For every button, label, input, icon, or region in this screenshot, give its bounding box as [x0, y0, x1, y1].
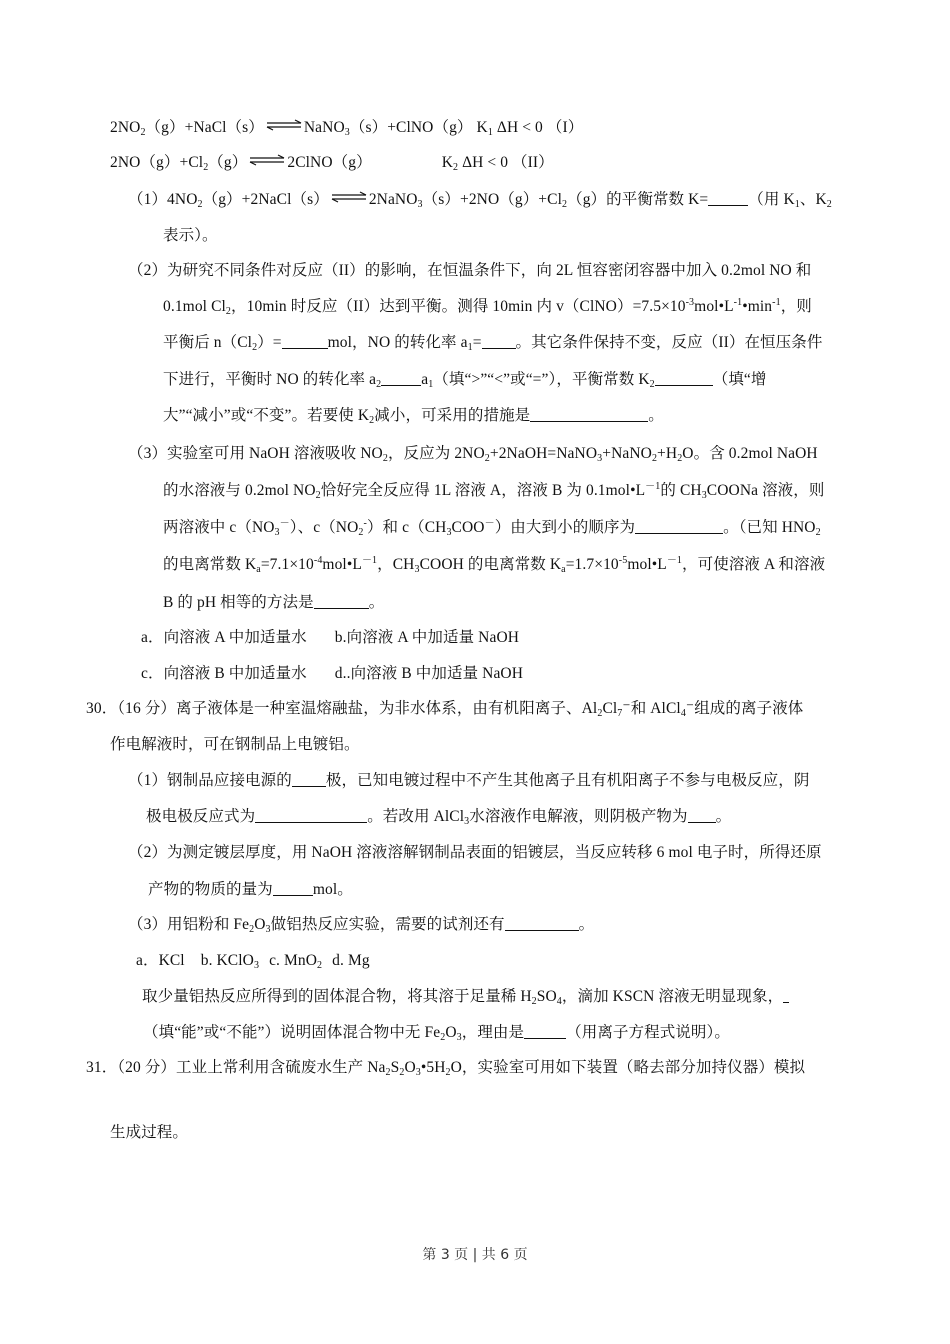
text-run: ，CH	[377, 556, 415, 573]
equilibrium-arrow-icon	[330, 189, 368, 201]
text-run: b. KClO	[200, 952, 254, 969]
text-run: mol•L	[694, 298, 734, 315]
subscript: 2	[317, 960, 323, 971]
subscript: 2	[358, 527, 364, 538]
subscript: 2	[649, 379, 655, 390]
subscript: 1	[487, 127, 493, 138]
subscript: 7	[617, 708, 623, 719]
text-run: 水溶液作电解液，则阴极产物为	[469, 808, 688, 825]
text-run: 两溶液中 c（NO	[163, 519, 275, 536]
subscript: 3	[417, 199, 423, 210]
text-run: ）、c（NO	[289, 519, 359, 536]
text-line-q2-l4	[163, 370, 767, 390]
subscript: 2	[826, 199, 832, 210]
text-run: 下进行，平衡时 NO 的转化率 a	[163, 371, 377, 388]
text-run: •min	[742, 298, 773, 315]
text-run: 作电解液时，可在钢制品上电镀铝。	[110, 736, 360, 753]
text-line-q3-opt-cd	[141, 664, 523, 684]
subscript: 2	[445, 1067, 451, 1078]
answer-blank	[482, 334, 516, 349]
text-run: O	[445, 1024, 457, 1041]
text-line-q3-l2	[163, 481, 824, 501]
subscript: 3	[464, 816, 470, 827]
text-line-q30-2-l1	[128, 843, 822, 863]
text-run: 极，已知电镀过程中不产生其他离子且有机阳离子不参与电极反应，阴	[325, 772, 810, 789]
text-run: O。含 0.2mol NaOH	[682, 445, 818, 462]
text-line-q30-l2	[110, 735, 360, 755]
text-run: mol•L	[322, 556, 362, 573]
text-line-q30-3-l3	[143, 1023, 730, 1043]
text-run: ，反应为 2NO	[387, 445, 485, 462]
text-run: COONa 溶液，则	[706, 482, 825, 499]
text-run: mol•L	[627, 556, 667, 573]
subscript: 2	[197, 199, 203, 210]
text-run: ΔH < 0 （II）	[458, 154, 554, 171]
text-line-q1-l2	[163, 226, 218, 246]
text-run: 恰好完全反应得 1L 溶液 A，溶液 B 为 0.1mol•L	[320, 482, 646, 499]
superscript: -5	[618, 555, 628, 566]
equilibrium-arrow-icon	[248, 152, 286, 164]
text-run: 的水溶液与 0.2mol NO	[163, 482, 316, 499]
text-run: 大”“减小”或“不变”。若要使 K	[163, 407, 370, 424]
subscript: 1	[467, 342, 473, 353]
text-line-q30-1-l1	[128, 771, 809, 791]
text-run: ）由大到小的顺序为	[494, 519, 636, 536]
answer-blank	[783, 988, 789, 1003]
superscript: -3	[685, 297, 695, 308]
subscript: 3	[446, 527, 452, 538]
text-line-q30-3-opts	[136, 951, 370, 971]
text-run: （填“>”“<”或“=”），平衡常数 K	[433, 371, 650, 388]
text-run: 做铝热反应实验，需要的试剂还有	[270, 916, 505, 933]
text-run: ，理由是	[461, 1024, 525, 1041]
text-line-q31-l2	[110, 1123, 188, 1143]
text-run: a．向溶液 A 中加适量水	[141, 629, 307, 646]
subscript: 3	[265, 924, 271, 935]
text-run: b.向溶液 A 中加适量 NaOH	[334, 629, 520, 646]
text-run: （s）+2NO（g）+Cl	[422, 191, 562, 208]
subscript: 2	[385, 1067, 391, 1078]
text-line-q30-l1	[86, 699, 803, 719]
subscript: a	[256, 564, 261, 575]
answer-blank	[381, 371, 421, 386]
text-run: 30．（16 分）离子液体是一种室温熔融盐，为非水体系，由有机阳离子、Al	[86, 700, 598, 717]
text-run: SO	[536, 988, 557, 1005]
text-run: （3）实验室可用 NaOH 溶液吸收 NO	[128, 445, 383, 462]
text-run: （g）	[208, 154, 248, 171]
text-run: 。	[648, 407, 664, 424]
answer-blank	[688, 808, 716, 823]
subscript: 3	[274, 527, 280, 538]
text-run: ，滴加 KSCN 溶液无明显现象，	[561, 988, 784, 1005]
text-run: 2NO	[110, 119, 141, 136]
text-line-q2-l3	[163, 333, 822, 353]
text-run: 、K	[799, 191, 827, 208]
text-run: 。	[715, 808, 732, 825]
text-run: （1）钢制品应接电源的	[128, 772, 292, 789]
superscript: －1	[645, 481, 661, 492]
subscript: 3	[415, 1067, 421, 1078]
subscript: 2	[252, 342, 258, 353]
text-run: O	[254, 916, 266, 933]
text-run: =1.7×10	[565, 556, 619, 573]
subscript: 2	[651, 453, 658, 464]
text-line-q2-l1	[128, 261, 811, 281]
subscript: 3	[344, 127, 350, 138]
text-run: c. MnO	[269, 952, 318, 969]
text-run: mol，NO 的转化率 a	[327, 334, 468, 351]
text-line-q2-l2	[163, 297, 812, 317]
text-line-q30-1-l2	[146, 807, 731, 827]
subscript: 3	[456, 1032, 462, 1043]
subscript: 2	[597, 708, 603, 719]
text-run: ）=	[257, 334, 282, 351]
answer-blank	[273, 881, 313, 896]
text-run: （用 K	[748, 191, 795, 208]
subscript: 2	[531, 996, 537, 1007]
subscript: 2	[315, 490, 321, 501]
text-run: 。若改用 AlCl	[367, 808, 465, 825]
subscript: 2	[484, 453, 490, 464]
subscript: 3	[414, 564, 420, 575]
text-run: 2NaNO	[368, 191, 418, 208]
text-run: NaNO	[303, 119, 345, 136]
text-run: c．向溶液 B 中加适量水	[141, 665, 307, 682]
subscript: 3	[701, 490, 707, 501]
subscript: 1	[794, 199, 800, 210]
text-line-eq1	[110, 117, 583, 138]
text-line-q31-l1	[86, 1058, 805, 1078]
text-run: 减小，可采用的措施是	[374, 407, 531, 424]
text-line-q3-l5	[163, 593, 384, 613]
superscript: -1	[772, 297, 781, 308]
text-run: 产物的物质的量为	[148, 881, 273, 898]
text-run: ΔH < 0 （I）	[492, 119, 584, 136]
text-run: mol。	[312, 881, 353, 898]
subscript: 2	[440, 1032, 446, 1043]
answer-blank	[505, 916, 579, 931]
text-run: （g）的平衡常数 K=	[567, 191, 709, 208]
text-run: （g）+2NaCl（s）	[202, 191, 329, 208]
text-line-q3-l3	[163, 518, 821, 538]
text-run: 表示）。	[163, 227, 218, 244]
page-footer: 第 3 页 | 共 6 页	[422, 1247, 528, 1263]
superscript: －	[279, 518, 290, 529]
text-line-q30-2-l2	[148, 880, 353, 900]
superscript: －1	[666, 555, 683, 566]
text-run: 。	[368, 594, 385, 611]
text-run: a．KCl	[136, 952, 185, 969]
text-line-q3-l4	[163, 555, 825, 575]
answer-blank	[292, 772, 326, 787]
text-line-q2-l5	[163, 406, 664, 426]
subscript: 2	[369, 415, 375, 426]
text-line-q1-l1	[128, 189, 832, 210]
text-run: =7.1×10	[260, 556, 314, 573]
subscript: 2	[562, 199, 568, 210]
text-run: ，10min 时反应（II）达到平衡。测得 10min 内 v（ClNO）=7.5×10	[231, 298, 686, 315]
text-run: （3）用铝粉和 Fe	[128, 916, 250, 933]
text-run: 平衡后 n（Cl	[163, 334, 253, 351]
text-run: 。（已知 HNO	[723, 519, 816, 536]
text-run: +NaNO	[602, 445, 652, 462]
subscript: 2	[677, 453, 683, 464]
text-run: 。	[578, 916, 595, 933]
superscript: -4	[313, 555, 323, 566]
text-run: 31．（20 分）工业上常利用含硫废水生产 Na	[86, 1059, 386, 1076]
text-line-q3-l1	[128, 444, 818, 464]
text-run: ，则	[780, 298, 812, 315]
superscript: －	[484, 518, 495, 529]
text-run: O	[404, 1059, 416, 1076]
text-run: •5H	[420, 1059, 446, 1076]
text-run: （g）+NaCl（s）	[145, 119, 264, 136]
text-run: 极电极反应式为	[146, 808, 256, 825]
text-line-q3-opt-ab	[141, 628, 519, 648]
text-run: （2）为测定镀层厚度，用 NaOH 溶液溶解钢制品表面的铝镀层，当反应转移 6 mol 电子时，所得还原	[128, 844, 822, 861]
subscript: 2	[815, 527, 821, 538]
subscript: 1	[428, 379, 434, 390]
answer-blank	[655, 371, 713, 386]
text-run: O，实验室可用如下装置（略去部分加持仪器）模拟	[450, 1059, 806, 1076]
subscript: 2	[249, 924, 255, 935]
subscript: 2	[382, 453, 388, 464]
equilibrium-arrow-icon	[265, 117, 303, 129]
subscript: 2	[376, 379, 382, 390]
text-run: ）和 c（CH	[366, 519, 447, 536]
text-run: 2NO（g）+Cl	[110, 154, 204, 171]
text-run: K	[441, 154, 453, 171]
answer-blank	[314, 594, 369, 609]
answer-blank	[530, 407, 648, 422]
answer-blank	[524, 1024, 566, 1039]
text-run: 的 CH	[660, 482, 702, 499]
superscript: -	[363, 518, 367, 529]
subscript: 2	[140, 127, 146, 138]
subscript: 2	[453, 162, 459, 173]
text-run: ⁻组成的离子液体	[685, 700, 804, 717]
text-run: ，可使溶液 A 和溶液	[682, 556, 826, 573]
text-run: S	[390, 1059, 400, 1076]
text-run: （1）4NO	[128, 191, 198, 208]
subscript: 3	[253, 960, 260, 971]
subscript: 2	[225, 306, 232, 317]
subscript: 2	[203, 162, 209, 173]
text-run: 2ClNO（g）	[287, 154, 372, 171]
superscript: －1	[361, 555, 378, 566]
text-run: ⁻和 AlCl	[622, 700, 681, 717]
text-run: （s）+ClNO（g） K	[349, 119, 488, 136]
text-run: 的电离常数 K	[163, 556, 257, 573]
text-run: COO	[451, 519, 485, 536]
text-run: +H	[657, 445, 678, 462]
text-run: =	[472, 334, 482, 351]
text-run: （2）为研究不同条件对反应（II）的影响，在恒温条件下，向 2L 恒容密闭容器中加入 0.2mol NO 和	[128, 262, 812, 279]
text-line-q30-3-l2	[142, 987, 789, 1007]
text-run: B 的 pH 相等的方法是	[163, 594, 314, 611]
text-run: a	[421, 371, 429, 388]
subscript: 4	[556, 996, 562, 1007]
text-run: 生成过程。	[110, 1124, 189, 1141]
text-line-eq2	[110, 152, 554, 173]
text-run: 。其它条件保持不变，反应（II）在恒压条件	[515, 334, 823, 351]
superscript: -1	[733, 297, 743, 308]
text-run: （填“能”或“不能”）说明固体混合物中无 Fe	[143, 1024, 441, 1041]
subscript: 3	[597, 453, 603, 464]
text-run: d..向溶液 B 中加适量 NaOH	[334, 665, 524, 682]
text-run: Cl	[602, 700, 618, 717]
text-line-q30-3-l1	[128, 915, 594, 935]
text-run: COOH 的电离常数 K	[419, 556, 562, 573]
subscript: 4	[680, 708, 686, 719]
answer-blank	[708, 191, 748, 206]
subscript: 2	[399, 1067, 405, 1078]
answer-blank	[635, 519, 723, 534]
text-run: （用离子方程式说明）。	[566, 1024, 730, 1041]
text-run: 取少量铝热反应所得到的固体混合物，将其溶于足量稀 H	[142, 988, 532, 1005]
text-run: （填“增	[712, 371, 767, 388]
answer-blank	[255, 808, 367, 823]
text-run: 0.1mol Cl	[163, 298, 226, 315]
answer-blank	[282, 334, 328, 349]
subscript: a	[561, 564, 566, 575]
text-run: d. Mg	[332, 952, 370, 969]
text-run: +2NaOH=NaNO	[489, 445, 598, 462]
